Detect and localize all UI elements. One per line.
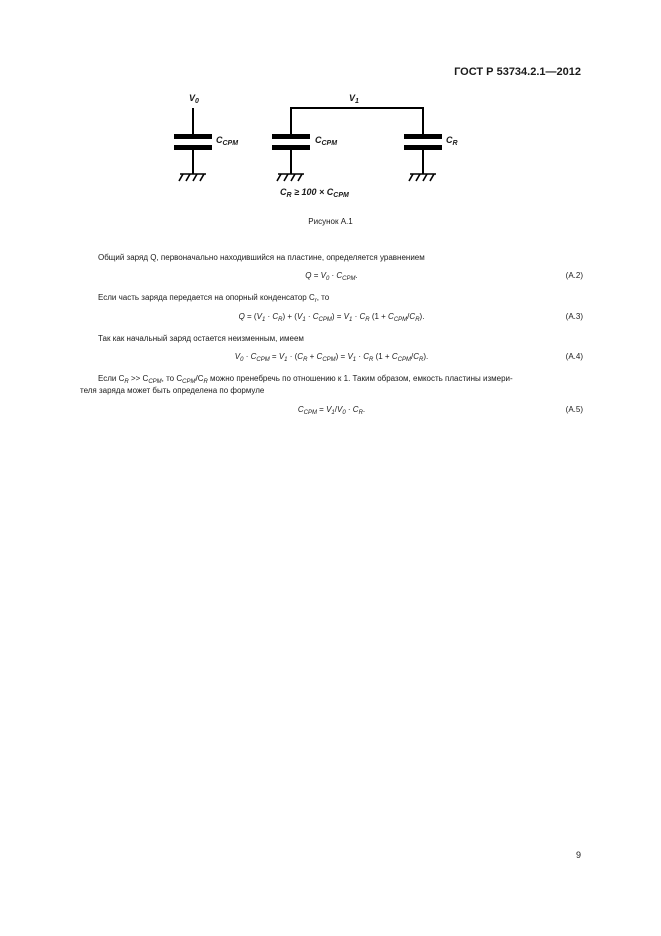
- ground-symbol-1: [179, 174, 206, 181]
- capacitor-cpm-2-top: [272, 134, 310, 139]
- figure-caption: Рисунок А.1: [308, 217, 353, 226]
- equation-a4: $V_0 \cdot C_{CPM} = V_1 \cdot (C_R + C_{CPM}) = V_1 \cdot C_R$ $(1 + C_{CPM}/C_R)$. (A.4): [234, 352, 583, 363]
- capacitor-r-top: [404, 134, 442, 139]
- page-number: 9: [575, 850, 581, 860]
- equation-number: (A.3): [565, 312, 583, 321]
- capacitor-plates: [174, 134, 442, 150]
- paragraph-4-continued: теля заряда может быть определена по формуле: [80, 386, 265, 395]
- paragraph-4: Если $C_R >> C_{CPM}$, то $C_{CPM}/C_R$ можно пренебречь по отношению к 1. Таким образом, емкость пластины измери-: [98, 374, 513, 385]
- equation-a5: $C_{CPM} = V_1/V_0 \cdot C_R$. (A.5): [297, 405, 583, 416]
- ground-symbol-3: [409, 174, 436, 181]
- paragraph-2: Если часть заряда передается на опорный конденсатор $C_r$, то: [98, 293, 330, 304]
- capacitor-cpm-1-bottom: [174, 145, 212, 150]
- capacitor-cpm-2-bottom: [272, 145, 310, 150]
- equation-a2: $Q = V_0 \cdot C_{CPM}$. (A.2): [305, 271, 583, 282]
- label-cap-cpm-2: $C_{CPM}$: [315, 135, 338, 147]
- equation-number: (A.4): [565, 352, 583, 361]
- equation-a3: $Q = (V_1 \cdot C_R) + (V_1 \cdot C_{CPM}) = V_1 \cdot C_R$ $(1 + C_{CPM}/C_R)$. (A.3): [238, 312, 583, 323]
- equation-number: (A.2): [565, 271, 583, 280]
- capacitor-r-bottom: [404, 145, 442, 150]
- label-condition: $C_R \ge 100 \times C_{CPM}$: [280, 187, 349, 199]
- capacitor-cpm-1-top: [174, 134, 212, 139]
- label-v0: $V_0$: [189, 93, 199, 105]
- paragraph-3: Так как начальный заряд остается неизменным, имеем: [98, 334, 304, 343]
- document-header: ГОСТ Р 53734.2.1—2012: [454, 66, 581, 78]
- label-v1: $V_1$: [349, 93, 359, 105]
- ground-symbols: [179, 174, 436, 181]
- label-cap-cpm-1: $C_{CPM}$: [216, 135, 239, 147]
- ground-symbol-2: [277, 174, 304, 181]
- paragraph-1: Общий заряд Q, первоначально находившийся на пластине, определяется уравнением: [98, 253, 425, 262]
- circuit-diagram: [0, 0, 661, 240]
- label-cap-r: $C_R$: [446, 135, 458, 147]
- equation-number: (A.5): [565, 405, 583, 414]
